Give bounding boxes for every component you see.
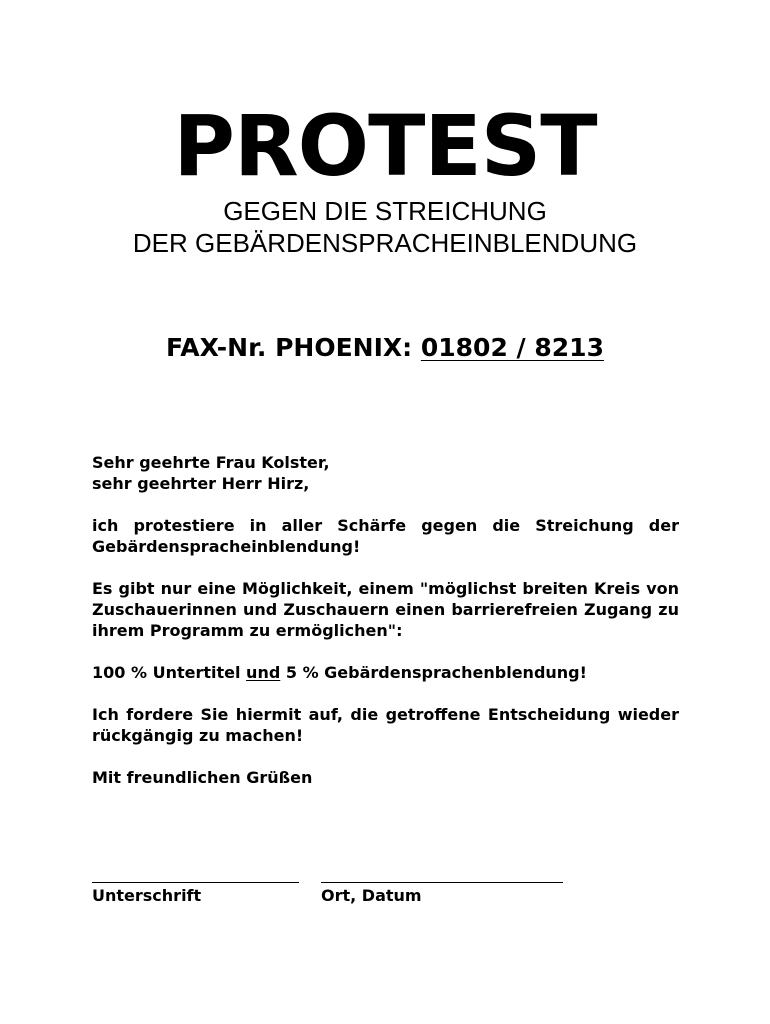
fax-number-line	[0, 330, 770, 366]
demand-part-1: 100 % Untertitel	[92, 663, 241, 682]
quote-paragraph: Es gibt nur eine Möglichkeit, einem "möglichst breiten Kreis von Zuschauerinnen und Zuschauern einen barrierefreien Zugang zu ihrem Programm zu ermöglichen":	[92, 579, 679, 640]
signature-label: Unterschrift	[92, 886, 202, 905]
subtitle-line-1: GEGEN DIE STREICHUNG	[223, 196, 547, 226]
page-title: PROTEST	[173, 97, 597, 195]
salutation-line-2: sehr geehrter Herr Hirz,	[92, 474, 310, 493]
protest-paragraph: ich protestiere in aller Schärfe gegen die Streichung der Gebärdenspracheinblendung!	[92, 516, 679, 556]
place-date-label: Ort, Datum	[321, 886, 422, 905]
fax-number: 01802 / 8213	[420, 333, 604, 362]
subtitle-line-2: DER GEBÄRDENSPRACHEINBLENDUNG	[132, 228, 638, 258]
signature-field	[92, 868, 299, 906]
salutation-line-1: Sehr geehrte Frau Kolster,	[92, 453, 330, 472]
place-date-field	[321, 868, 563, 906]
letter-body	[92, 452, 679, 809]
request-paragraph: Ich fordere Sie hiermit auf, die getroffene Entscheidung wieder rückgängig zu machen!	[92, 705, 679, 745]
demand-paragraph	[92, 662, 679, 683]
fax-label: FAX-Nr. PHOENIX:	[166, 333, 413, 362]
subtitle	[0, 195, 770, 259]
demand-part-2: 5 % Gebärdensprachenblendung!	[285, 663, 587, 682]
place-date-line	[321, 868, 563, 883]
closing: Mit freundlichen Grüßen	[92, 768, 313, 787]
salutation	[92, 452, 679, 494]
signature-line	[92, 868, 299, 883]
demand-underlined-word: und	[246, 663, 281, 682]
